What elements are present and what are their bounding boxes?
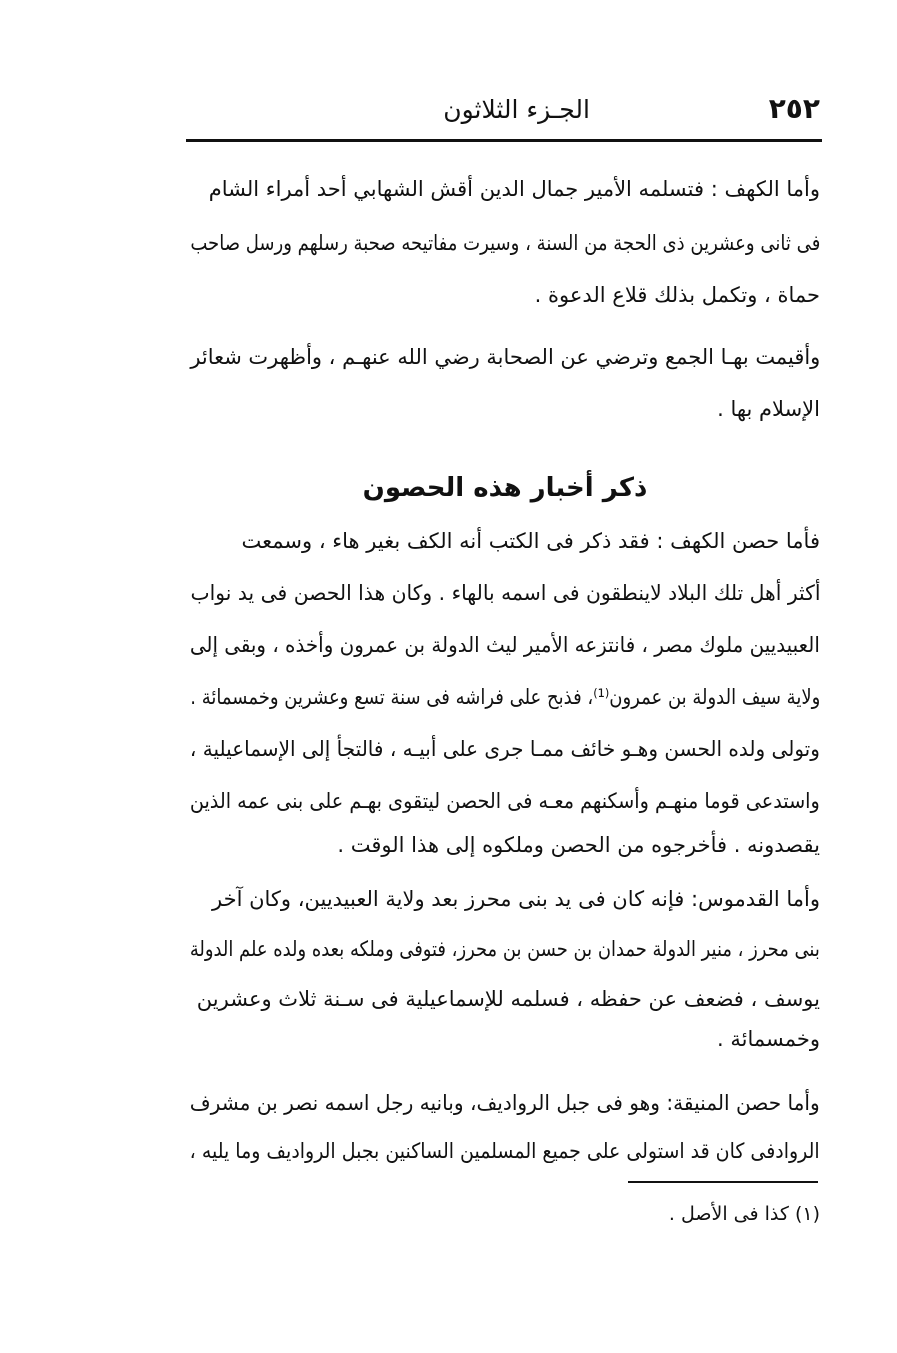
paragraph-qadmus [190, 882, 820, 1062]
footnote: (١) كذا فى الأصل . [668, 1203, 820, 1225]
text-line: واستدعى قوما منهـم وأسكنهم معـه فى الحصن ليتقوى بهـم على بنى عمه الذين [190, 789, 820, 813]
text-line: وأما حصن المنيقة: وهو فى جبل الرواديف، وبانيه رجل اسمه نصر بن مشرف [190, 1091, 820, 1115]
text-line: الروادفى كان قد استولى على جميع المسلمين الساكنين بجبل الرواديف وما يليه ، [189, 1139, 820, 1163]
text-line: وخمسمائة . [717, 1027, 820, 1051]
paragraph-kahf-history [190, 524, 820, 864]
page-number: ٢٥٢ [768, 92, 820, 125]
section-heading: ذكر أخبار هذه الحصون [362, 473, 648, 503]
text-line: وأما الكهف : فتسلمه الأمير جمال الدين أقش الشهابي أحد أمراء الشام [208, 177, 820, 201]
text-line: يوسف ، فضعف عن حفظه ، فسلمه للإسماعيلية فى سـنة ثلاث وعشرين [196, 987, 820, 1011]
paragraph-kahf-surrender [189, 172, 820, 307]
text-line: حماة ، وتكمل بذلك قلاع الدعوة . [534, 283, 820, 307]
text-line: يقصدونه . فأخرجوه من الحصن وملكوه إلى هذا الوقت . [337, 833, 820, 857]
text-line: وأما القدموس: فإنه كان فى يد بنى محرز بعد ولاية العبيديين، وكان آخر [212, 887, 820, 911]
text-line: الإسلام بها . [717, 397, 820, 421]
text-line: أكثر أهل تلك البلاد لاينطقون فى اسمه بالهاء . وكان هذا الحصن فى يد نواب [190, 581, 820, 605]
page-header [190, 84, 820, 134]
text-line: وتولى ولده الحسن وهـو خائف ممـا جرى على أبيـه ، فالتجأ إلى الإسماعيلية ، [190, 737, 820, 761]
text-line: فأما حصن الكهف : فقد ذكر فى الكتب أنه الكف بغير هاء ، وسمعت [241, 529, 820, 553]
text-line: ولاية سيف الدولة بن عمرون⁽¹⁾، فذبح على فراشه فى سنة تسع وعشرين وخمسمائة . [189, 685, 820, 709]
text-line: بنى محرز ، منير الدولة حمدان بن حسن بن محرز، فتوفى وملكه بعده ولده علم الدولة [190, 937, 820, 961]
footnote-rule [628, 1181, 818, 1183]
text-line: وأقيمت بهـا الجمع وترضي عن الصحابة رضي الله عنهـم ، وأظهرت شعائر [190, 345, 820, 369]
text-line: العبيديين ملوك مصر ، فانتزعه الأمير ليث الدولة بن عمرون وأخذه ، وبقى إلى [189, 633, 820, 657]
paragraph-friday-prayer [190, 340, 820, 432]
paragraph-munayqa [190, 1086, 820, 1176]
header-rule [186, 139, 822, 142]
running-title: الجـزء الثلاثون [443, 95, 590, 124]
text-line: فى ثانى وعشرين ذى الحجة من السنة ، وسيرت مفاتيحه صحبة رسلهم ورسل صاحب [189, 231, 820, 255]
